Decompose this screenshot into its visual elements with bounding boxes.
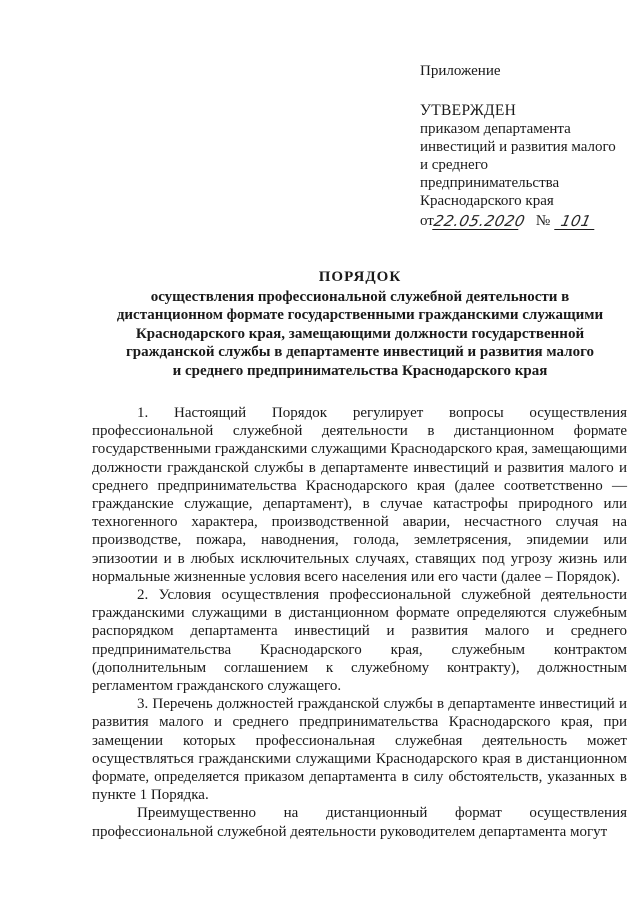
approval-line: и среднего — [420, 157, 488, 173]
title-main: ПОРЯДОК — [318, 269, 402, 285]
approval-line: Краснодарского края — [420, 193, 554, 209]
title-line: и среднего предпринимательства Краснодарского края — [172, 362, 548, 379]
handwritten-date: 22.05.2020 — [432, 212, 527, 230]
title-line: Краснодарского края, замещающими должности государственной — [135, 325, 585, 342]
approval-line: инвестиций и развития малого — [420, 139, 616, 155]
title-line: осуществления профессиональной служебной деятельности в — [150, 288, 570, 305]
document-title — [95, 268, 625, 381]
handwritten-number: 101 — [554, 213, 598, 230]
paragraph-2: 2. Условия осуществления профессиональной служебной деятельности гражданскими служащими в дистанционном формате определяются служебным распорядком департамента инвестиций и развития малого и среднего предпринимательства Краснодарского края, служебным контрактом (дополнительным соглашением к служебному контракту), должностным регламентом гражданского служащего. — [92, 587, 627, 695]
document-body — [92, 404, 627, 841]
paragraph-1: 1. Настоящий Порядок регулирует вопросы осуществления профессиональной служебной деятельности в дистанционном формате государственными гражданскими служащими Краснодарского края, замещающими должности гражданской службы в департаменте инвестиций и развития малого и среднего предпринимательства Краснодарского края (далее соответственно — гражданские служащие, департамент), в случае катастрофы природного или техногенного характера, производственной аварии, несчастного случая на производстве, пожара, наводнения, голода, землетрясения, эпидемии или эпизоотии и в любых исключительных случаях, ставящих под угрозу жизнь или нормальные жизненные условия всего населения или его части (далее – Порядок). — [92, 405, 627, 585]
paragraph-4: Преимущественно на дистанционный формат осуществления профессиональной служебной деятельности руководителем департамента могут — [92, 805, 627, 840]
approval-line: предпринимательства — [420, 175, 560, 191]
number-sign: № — [535, 213, 551, 229]
date-prefix: от — [420, 213, 434, 229]
appendix-label: Приложение — [420, 63, 501, 79]
approved-heading: УТВЕРЖДЕН — [420, 102, 517, 119]
title-line: гражданской службы в департаменте инвестиций и развития малого — [125, 344, 595, 361]
approval-line: приказом департамента — [420, 121, 571, 137]
title-line: дистанционном формате государственными гражданскими служащими — [116, 307, 604, 324]
approval-block — [420, 62, 620, 230]
paragraph-3: 3. Перечень должностей гражданской службы в департаменте инвестиций и развития малого и среднего предпринимательства Краснодарского края, при замещении которых профессиональная служебная деятельность может осуществляться гражданскими служащими Краснодарского края в дистанционном формате, определяется приказом департамента в силу обстоятельств, указанных в пункте 1 Порядка. — [92, 696, 627, 804]
date-number-row — [420, 212, 620, 230]
